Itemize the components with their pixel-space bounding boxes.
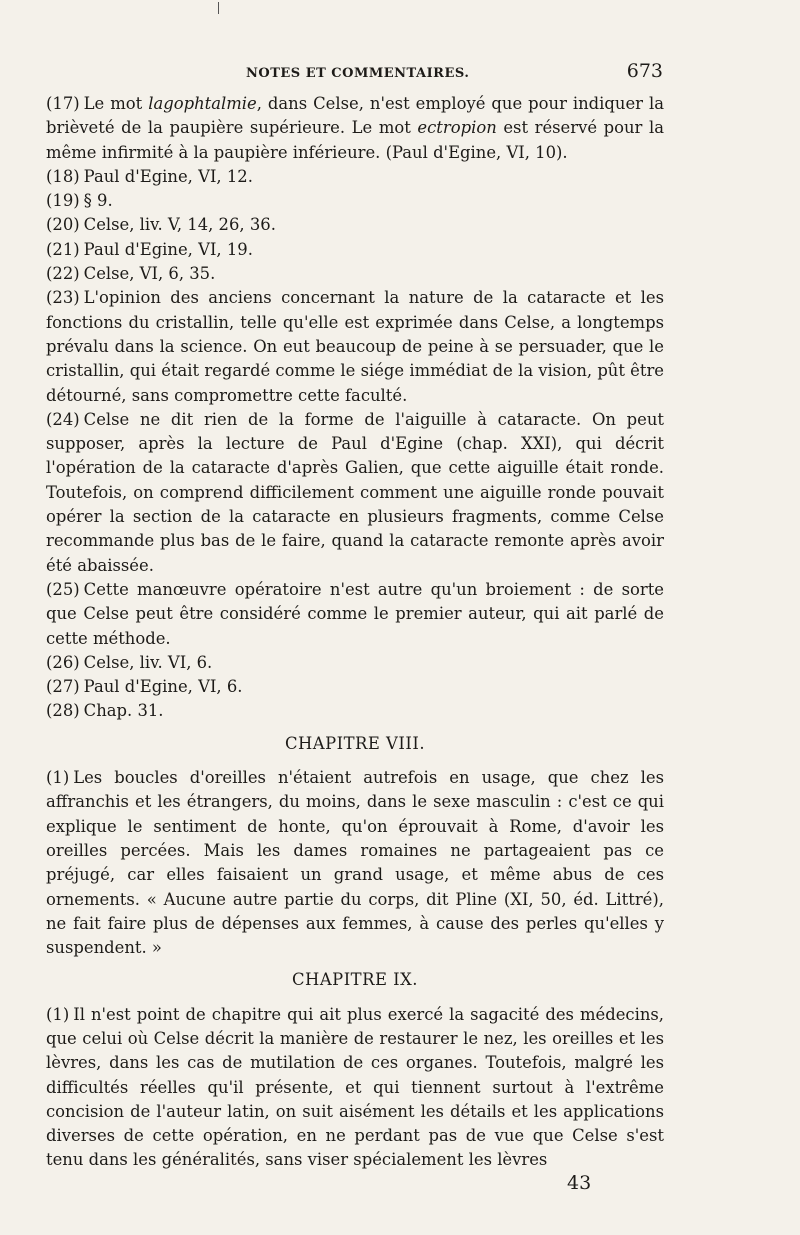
note-19: (19) § 9.: [46, 191, 113, 211]
note-18: (18) Paul d'Egine, VI, 12.: [46, 166, 253, 186]
note-21: (21) Paul d'Egine, VI, 19.: [46, 239, 253, 259]
note-24: (24) Celse ne dit rien de la forme de l'aiguille à cataracte. On peut supposer, après la lecture de Paul d'Egine (chap. XXI), qui décrit l'opération de la cataracte d'après Galien, que cette aiguille était ronde. Toutefois, on comprend difficilement comment une aiguille ronde pouvait opérer la section de la cataracte en plusieurs fragments, comme Celse recommande plus bas de le faire, quand la cataracte remonte après avoir été abaissée.: [46, 409, 664, 575]
note-26: (26) Celse, liv. VI, 6.: [46, 652, 213, 672]
printer-mark: [218, 2, 219, 14]
note-ref: (17): [46, 94, 80, 113]
page-number: 673: [626, 60, 663, 82]
chapter-ix-note-1: (1) Il n'est point de chapitre qui ait plus exercé la sagacité des médecins, que celui où Celse décrit la manière de restaurer le nez, les oreilles et les lèvres, dans les cas de mutilation de ces organes. Toutefois, malgré les difficultés réelles qu'il présente, et qui tiennent surtout à l'extrême concision de l'auteur latin, on suit aisément les détails et les applications diverses de cette opération, en ne perdant pas de vue que Celse s'est tenu dans les généralités, sans viser spécialement les lèvres: [46, 1004, 664, 1170]
signature-mark: 43: [567, 1172, 592, 1194]
chapter-ix-heading: CHAPITRE IX.: [292, 970, 418, 990]
header-title: NOTES ET COMMENTAIRES.: [246, 66, 470, 81]
note-23: (23) L'opinion des anciens concernant la nature de la cataracte et les fonctions du cristallin, telle qu'elle est exprimée dans Celse, a longtemps prévalu dans la science. On eut beaucoup de peine à se persuader, que le cristallin, qui était regardé comme le siége immédiat de la vision, pût être détourné, sans compromettre cette faculté.: [46, 288, 664, 405]
page-body: [46, 92, 664, 1173]
chapter-viii-heading: CHAPITRE VIII.: [284, 733, 426, 753]
note-28: (28) Chap. 31.: [46, 701, 164, 721]
chapter-viii-note-1: (1) Les boucles d'oreilles n'étaient autrefois en usage, que chez les affranchis et les étrangers, du moins, dans le sexe masculin : c'est ce qui explique le sentiment de honte, qu'on éprouvait à Rome, d'avoir les oreilles percées. Mais les dames romaines ne partageaient pas ce préjugé, car elles faisaient un grand usage, et même abus de ces ornements. « Aucune autre partie du corps, dit Pline (XI, 50, éd. Littré), ne fait faire plus de dépenses aux femmes, à cause des perles qu'elles y suspendent. »: [46, 768, 664, 958]
note-20: (20) Celse, liv. V, 14, 26, 36.: [46, 215, 276, 235]
note-22: (22) Celse, VI, 6, 35.: [46, 264, 216, 284]
term-lagophtalmie: lagophtalmie: [148, 94, 257, 113]
note-17: (17) Le mot lagophtalmie, dans Celse, n'est employé que pour indiquer la brièveté de la paupière supérieure. Le mot ectropion est réservé pour la même infirmité à la paupière inférieure. (Paul d'Egine, VI, 10).: [46, 94, 664, 162]
term-ectropion: ectropion: [417, 118, 497, 138]
note-25: (25) Cette manœuvre opératoire n'est autre qu'un broiement : de sorte que Celse peut être considéré comme le premier auteur, qui ait parlé de cette méthode.: [46, 579, 664, 648]
running-header: [46, 60, 663, 90]
note-27: (27) Paul d'Egine, VI, 6.: [46, 677, 243, 697]
